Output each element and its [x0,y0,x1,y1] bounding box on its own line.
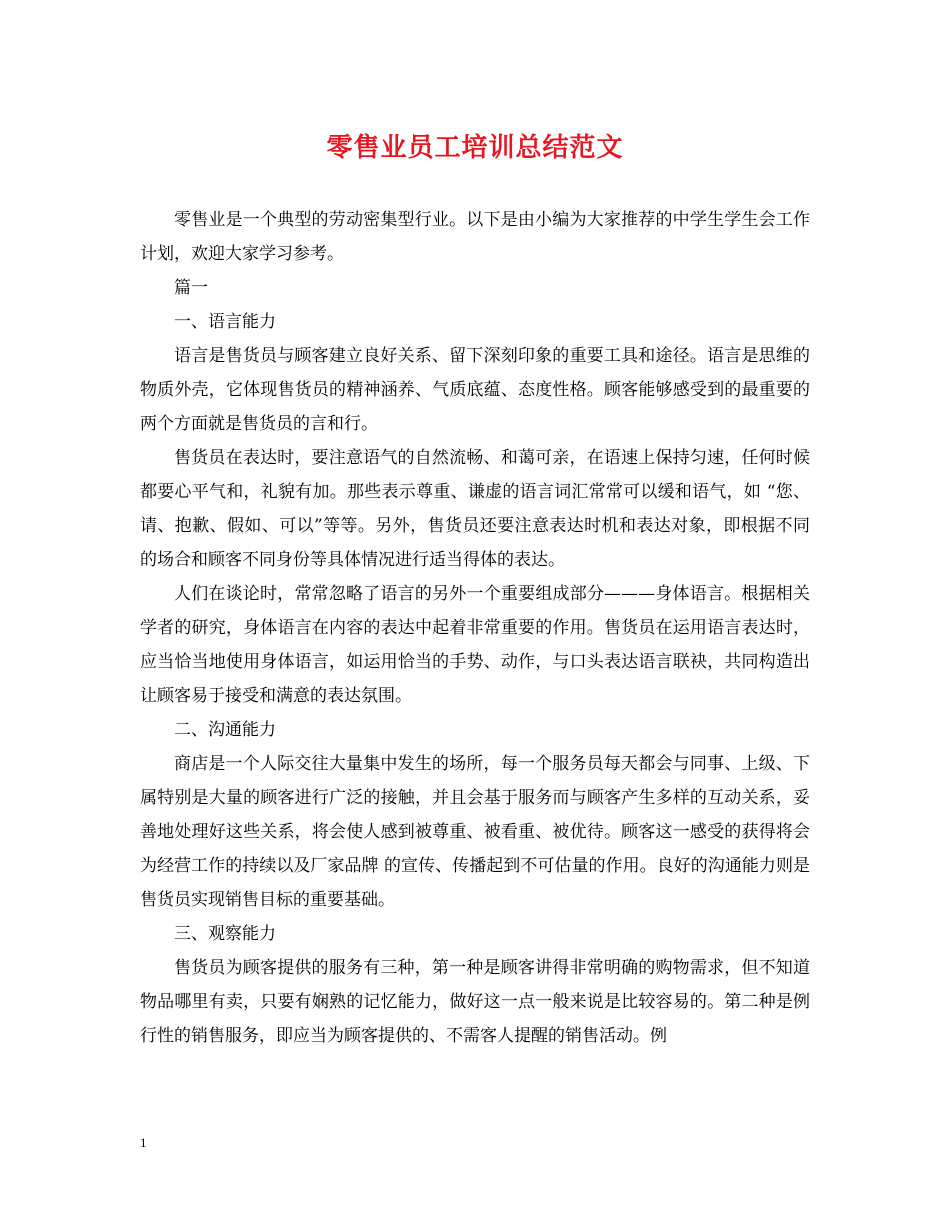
document-title: 零售业员工培训总结范文 [326,133,624,163]
paragraph-communication: 商店是一个人际交往大量集中发生的场所，每一个服务员每天都会与同事、上级、下属特别是大量的顾客进行广泛的接触，并且会基于服务而与顾客产生多样的互动关系，妥善地处理好这些关系，将会使人感到被尊重、被看重、被优待。顾客这一感受的获得将会为经营工作的持续以及厂家品牌 的宣传、传播起到不可估量的作用。良好的沟通能力则是售货员实现销售目标的重要基础。 [140,754,810,910]
heading-observation-ability: 三、观察能力 [174,924,276,944]
paragraph-language-2: 售货员在表达时，要注意语气的自然流畅、和蔼可亲，在语速上保持匀速，任何时候都要心平气和，礼貌有加。那些表示尊重、谦虚的语言词汇常常可以缓和语气，如 “您、请、抱歉、假如、可以”等等。另外，售货员还要注意表达时机和表达对象，即根据不同的场合和顾客不同身份等具体情况进行适当得体的表达。 [140,448,810,570]
page-number: 1 [140,1135,147,1150]
paragraph-language-1: 语言是售货员与顾客建立良好关系、留下深刻印象的重要工具和途径。语言是思维的物质外壳，它体现售货员的精神涵养、气质底蕴、态度性格。顾客能够感受到的最重要的两个方面就是售货员的言和行。 [140,346,810,434]
document-body [140,203,810,1053]
section-label-part-one: 篇一 [174,278,208,298]
paragraph-observation: 售货员为顾客提供的服务有三种，第一种是顾客讲得非常明确的购物需求，但不知道物品哪里有卖，只要有娴熟的记忆能力，做好这一点一般来说是比较容易的。第二种是例行性的销售服务，即应当为顾客提供的、不需客人提醒的销售活动。例 [140,958,810,1046]
heading-communication-ability: 二、沟通能力 [174,720,276,740]
paragraph-intro: 零售业是一个典型的劳动密集型行业。以下是由小编为大家推荐的中学生学生会工作计划，欢迎大家学习参考。 [140,210,810,264]
heading-language-ability: 一、语言能力 [174,312,276,332]
paragraph-body-language: 人们在谈论时，常常忽略了语言的另外一个重要组成部分———身体语言。根据相关学者的研究，身体语言在内容的表达中起着非常重要的作用。售货员在运用语言表达时，应当恰当地使用身体语言，如运用恰当的手势、动作，与口头表达语言联袂，共同构造出让顾客易于接受和满意的表达氛围。 [140,584,810,706]
